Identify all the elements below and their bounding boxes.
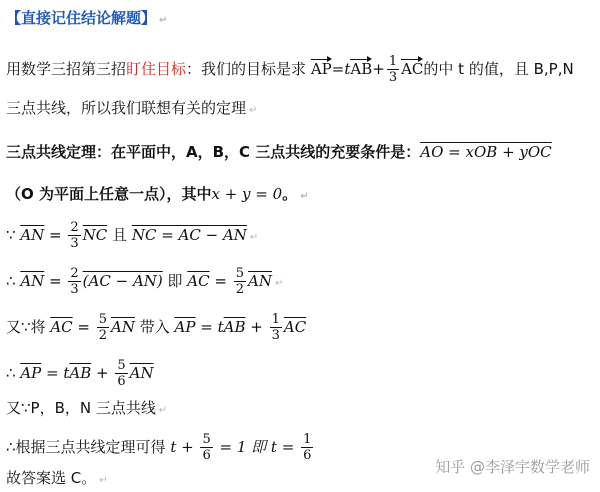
zhihu-watermark: 知乎 @李泽宇数学老师 xyxy=(435,458,590,476)
vector-ap: AP xyxy=(310,60,332,78)
fraction: $\frac{1}{6}$ xyxy=(303,432,312,463)
fraction: $\frac{1}{3}$ xyxy=(271,312,280,343)
fraction: $\frac{2}{3}$ xyxy=(70,220,79,251)
step-2: ∴ $\overline{AN}$ = $\frac{2}{3}$ (AC − AN) 即 $\overline{AC}$ = $\frac{5}{2}$ $\overline{AN}$ ↵ xyxy=(6,266,284,297)
step-3: 又∵将 $\overline{AC}$ = $\frac{5}{2}$ $\overline{AN}$ 带入 $\overline{AP} = t\overline{AB}$ + $\frac{1}{3}$ $\overline{AC}$ xyxy=(6,312,307,343)
goal-highlight: 盯住目标 xyxy=(126,60,187,78)
vector-ab: AB xyxy=(350,60,373,78)
section-heading: 【直接记住结论解题】 ↵ xyxy=(6,9,168,27)
fraction-one-third: $\frac{1}{3}$ xyxy=(388,54,398,85)
fraction: $\frac{5}{2}$ xyxy=(235,266,244,297)
step-6: ∴根据三点共线定理可得 t + $\frac{5}{6}$ = 1 即 t = $\frac{1}{6}$ xyxy=(6,432,312,463)
theorem-note-line: （O 为平面上任意一点），其中x + y = 0。 ↵ xyxy=(6,185,309,203)
theorem-line: 三点共线定理：在平面中，A，B，C 三点共线的充要条件是：AO = xOB + yOC xyxy=(6,143,552,161)
theorem-formula: AO = xOB + yOC xyxy=(420,143,552,161)
fraction: $\frac{2}{3}$ xyxy=(70,266,79,297)
step-5: 又∵P，B，N 三点共线 ↵ xyxy=(6,399,168,417)
fraction: $\frac{5}{6}$ xyxy=(117,358,126,389)
fraction: $\frac{5}{6}$ xyxy=(202,432,211,463)
vector-ac: AC xyxy=(401,60,424,78)
problem-line: 用数学三招第三招盯住目标：我们的目标是求 AP=tAB+ $\frac{1}{3}$ AC的中 t 的值，且 B,P,N xyxy=(6,54,574,85)
step-7-answer: 故答案选 C。 ↵ xyxy=(6,469,108,487)
step-1: ∵ $\overline{AN}$ = $\frac{2}{3}$ $\overline{NC}$ 且 NC = AC − AN ↵ xyxy=(6,220,259,251)
fraction: $\frac{5}{2}$ xyxy=(98,312,108,343)
step-4: ∴ $\overline{AP} = t\overline{AB}$ + $\frac{5}{6}$ $\overline{AN}$ xyxy=(6,358,154,389)
context-line: 三点共线，所以我们联想有关的定理 ↵ xyxy=(6,99,258,117)
